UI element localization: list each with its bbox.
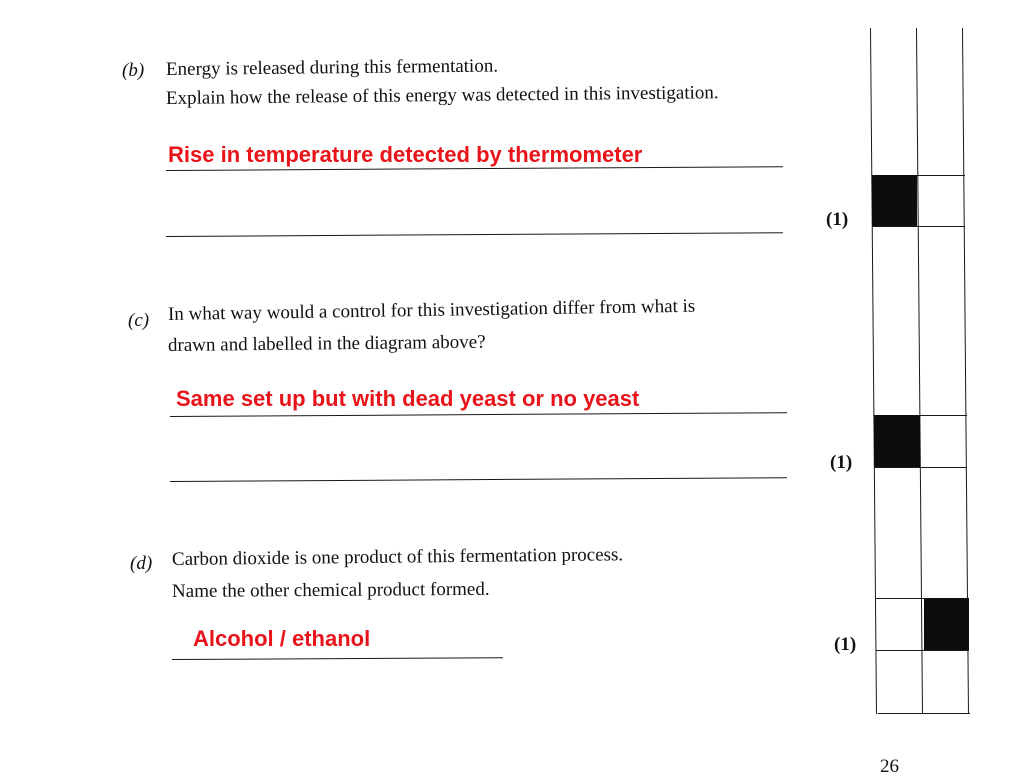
question-c-text-line1: In what way would a control for this investigation differ from what is	[167, 295, 696, 325]
question-d-answer-line	[172, 657, 503, 660]
question-d-marks: (1)	[834, 634, 857, 655]
question-b-answer-line-2	[166, 232, 783, 237]
question-d-text-line2: Name the other chemical product formed.	[171, 578, 490, 602]
mark-box-c-filled	[874, 415, 920, 467]
question-c-label: (c)	[128, 310, 150, 331]
marking-grid-rule	[874, 467, 967, 468]
mark-box-d-filled	[924, 598, 969, 650]
question-c-text-line2: drawn and labelled in the diagram above?	[167, 331, 486, 356]
question-c-answer-line-2	[170, 477, 787, 482]
page-number: 26	[880, 756, 899, 777]
marking-grid-middle-divider	[916, 28, 923, 714]
question-d-text-line1: Carbon dioxide is one product of this fermentation process.	[171, 544, 624, 570]
mark-box-b-filled	[872, 175, 917, 226]
question-b-answer: Rise in temperature detected by thermometer	[168, 142, 643, 167]
marking-grid-rule	[876, 650, 969, 651]
question-b-marks: (1)	[826, 209, 849, 230]
question-c-answer-line-1	[170, 412, 787, 417]
question-d-answer: Alcohol / ethanol	[193, 626, 371, 651]
marking-grid-bottom-edge	[878, 713, 970, 714]
question-d-label: (d)	[130, 553, 153, 574]
question-b-text-line2: Explain how the release of this energy was detected in this investigation.	[165, 82, 719, 109]
question-b-text-line1: Energy is released during this fermentation.	[165, 55, 499, 80]
question-c-marks: (1)	[830, 452, 853, 473]
marking-grid-left-edge	[870, 28, 877, 714]
marking-grid-rule	[872, 226, 965, 227]
question-b-label: (b)	[122, 60, 145, 81]
question-c-answer: Same set up but with dead yeast or no yeast	[176, 386, 640, 411]
